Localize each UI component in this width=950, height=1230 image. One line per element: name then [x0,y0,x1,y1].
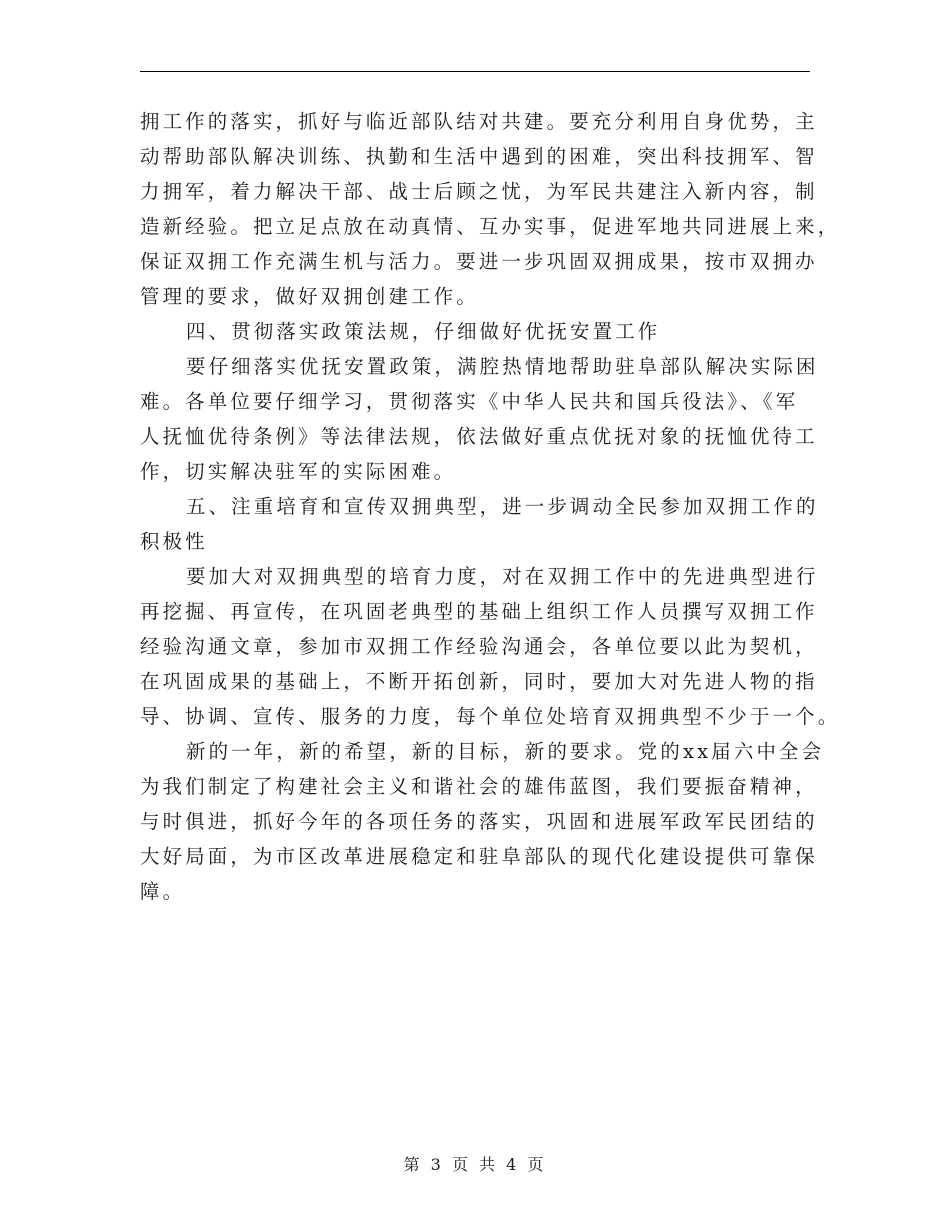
text-line: 与时俱进，抓好今年的各项任务的落实，巩固和进展军政军民团结的 [140,810,818,833]
section-heading: 四、贯彻落实政策法规，仔细做好优抚安置工作 [186,320,661,343]
text-line: 障。 [140,880,186,903]
paragraph-first-line: 要仔细落实优抚安置政策，满腔热情地帮助驻阜部队解决实际困 [186,355,819,378]
text-line: 经验沟通文章，参加市双拥工作经验沟通会，各单位要以此为契机， [140,635,818,658]
text-line: 为我们制定了构建社会主义和谐社会的雄伟蓝图，我们要振奋精神， [140,775,818,798]
section-heading-continued: 积极性 [140,530,208,553]
paragraph-first-line: 要加大对双拥典型的培育力度，对在双拥工作中的先进典型进行 [186,565,819,588]
header-rule [140,71,810,72]
text-line: 力拥军，着力解决干部、战士后顾之忧，为军民共建注入新内容，制 [140,180,818,203]
page-number-footer: 第 3 页 共 4 页 [403,1155,547,1174]
text-line: 造新经验。把立足点放在动真情、互办实事，促进军地共同进展上来， [140,215,841,238]
text-line: 动帮助部队解决训练、执勤和生活中遇到的困难，突出科技拥军、智 [140,145,818,168]
text-line: 难。各单位要仔细学习，贯彻落实《中华人民共和国兵役法》、《军 [140,390,799,413]
text-line: 人抚恤优待条例》等法律法规，依法做好重点优抚对象的抚恤优待工 [140,425,818,448]
text-line: 作，切实解决驻军的实际困难。 [140,460,457,483]
document-body [140,104,841,909]
text-line: 导、协调、宣传、服务的力度，每个单位处培育双拥典型不少于一个。 [140,705,841,728]
paragraph-first-line: 新的一年，新的希望，新的目标，新的要求。党的xx届六中全会 [186,740,825,763]
text-line: 保证双拥工作充满生机与活力。要进一步巩固双拥成果，按市双拥办 [140,250,818,273]
text-line: 管理的要求，做好双拥创建工作。 [140,285,479,308]
text-line: 在巩固成果的基础上，不断开拓创新，同时，要加大对先进人物的指 [140,670,818,693]
text-line: 再挖掘、再宣传，在巩固老典型的基础上组织工作人员撰写双拥工作 [140,600,818,623]
text-line: 拥工作的落实，抓好与临近部队结对共建。要充分利用自身优势，主 [140,110,818,133]
text-line: 大好局面，为市区改革进展稳定和驻阜部队的现代化建设提供可靠保 [140,845,818,868]
section-heading: 五、注重培育和宣传双拥典型，进一步调动全民参加双拥工作的 [186,495,819,518]
